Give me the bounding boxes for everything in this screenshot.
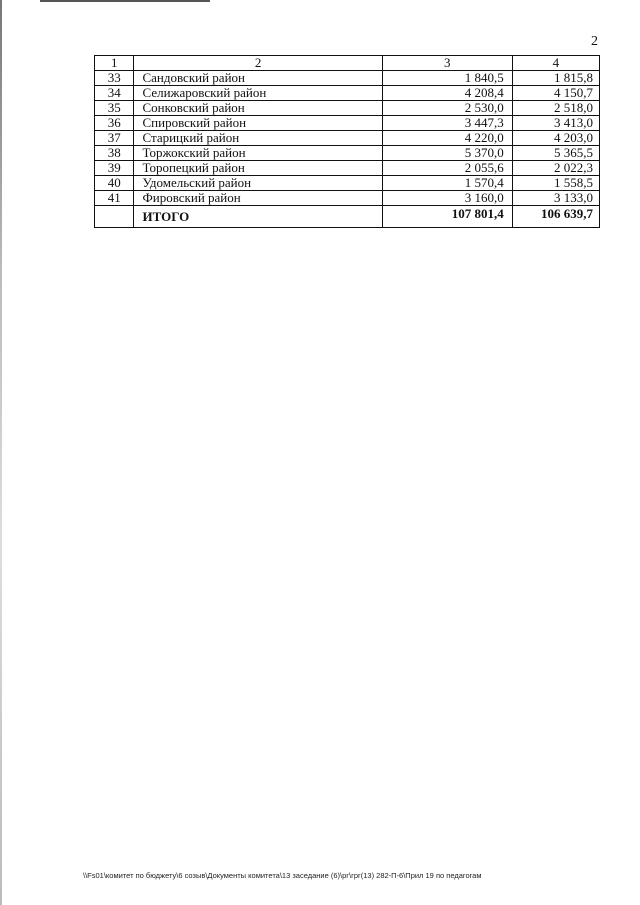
district-name: Старицкий район [134, 131, 382, 146]
row-number: 37 [95, 131, 134, 146]
value-col3: 3 447,3 [382, 116, 512, 131]
district-name: Сандовский район [134, 71, 382, 86]
value-col3: 4 208,4 [382, 86, 512, 101]
row-number: 41 [95, 191, 134, 206]
value-col3: 3 160,0 [382, 191, 512, 206]
table-row [95, 176, 600, 191]
value-col4: 1 815,8 [512, 71, 599, 86]
total-empty-cell [95, 206, 134, 228]
header-cell-3: 3 [382, 56, 512, 71]
header-cell-1: 1 [95, 56, 134, 71]
value-col4: 2 518,0 [512, 101, 599, 116]
scan-artifact-left-edge [0, 0, 2, 905]
value-col3: 1 570,4 [382, 176, 512, 191]
value-col3: 5 370,0 [382, 146, 512, 161]
value-col4: 4 150,7 [512, 86, 599, 101]
row-number: 39 [95, 161, 134, 176]
scan-artifact-top [40, 0, 210, 2]
table-row [95, 131, 600, 146]
value-col4: 1 558,5 [512, 176, 599, 191]
table-row [95, 101, 600, 116]
value-col3: 4 220,0 [382, 131, 512, 146]
table-row [95, 116, 600, 131]
district-name: Фировский район [134, 191, 382, 206]
row-number: 35 [95, 101, 134, 116]
table-row [95, 161, 600, 176]
district-name: Спировский район [134, 116, 382, 131]
table-row [95, 86, 600, 101]
table-header-row [95, 56, 600, 71]
total-col3: 107 801,4 [382, 206, 512, 228]
table-total-row [95, 206, 600, 228]
footer-file-path: \\Fs01\комитет по бюджету\6 созыв\Документы комитета\13 заседание (6)\рг\грг(13) 282-П-6\Прил 19 по педагогам [83, 871, 482, 880]
table-row [95, 191, 600, 206]
value-col4: 4 203,0 [512, 131, 599, 146]
total-label: ИТОГО [134, 206, 382, 228]
table-row [95, 71, 600, 86]
row-number: 34 [95, 86, 134, 101]
value-col4: 3 413,0 [512, 116, 599, 131]
header-cell-2: 2 [134, 56, 382, 71]
row-number: 38 [95, 146, 134, 161]
value-col4: 5 365,5 [512, 146, 599, 161]
table-row [95, 146, 600, 161]
district-name: Селижаровский район [134, 86, 382, 101]
row-number: 36 [95, 116, 134, 131]
value-col3: 1 840,5 [382, 71, 512, 86]
header-cell-4: 4 [512, 56, 599, 71]
value-col4: 2 022,3 [512, 161, 599, 176]
page-number: 2 [591, 34, 598, 49]
district-name: Сонковский район [134, 101, 382, 116]
data-table [94, 55, 600, 228]
value-col3: 2 055,6 [382, 161, 512, 176]
district-name: Удомельский район [134, 176, 382, 191]
value-col4: 3 133,0 [512, 191, 599, 206]
value-col3: 2 530,0 [382, 101, 512, 116]
row-number: 33 [95, 71, 134, 86]
district-name: Торжокский район [134, 146, 382, 161]
district-name: Торопецкий район [134, 161, 382, 176]
total-col4: 106 639,7 [512, 206, 599, 228]
row-number: 40 [95, 176, 134, 191]
